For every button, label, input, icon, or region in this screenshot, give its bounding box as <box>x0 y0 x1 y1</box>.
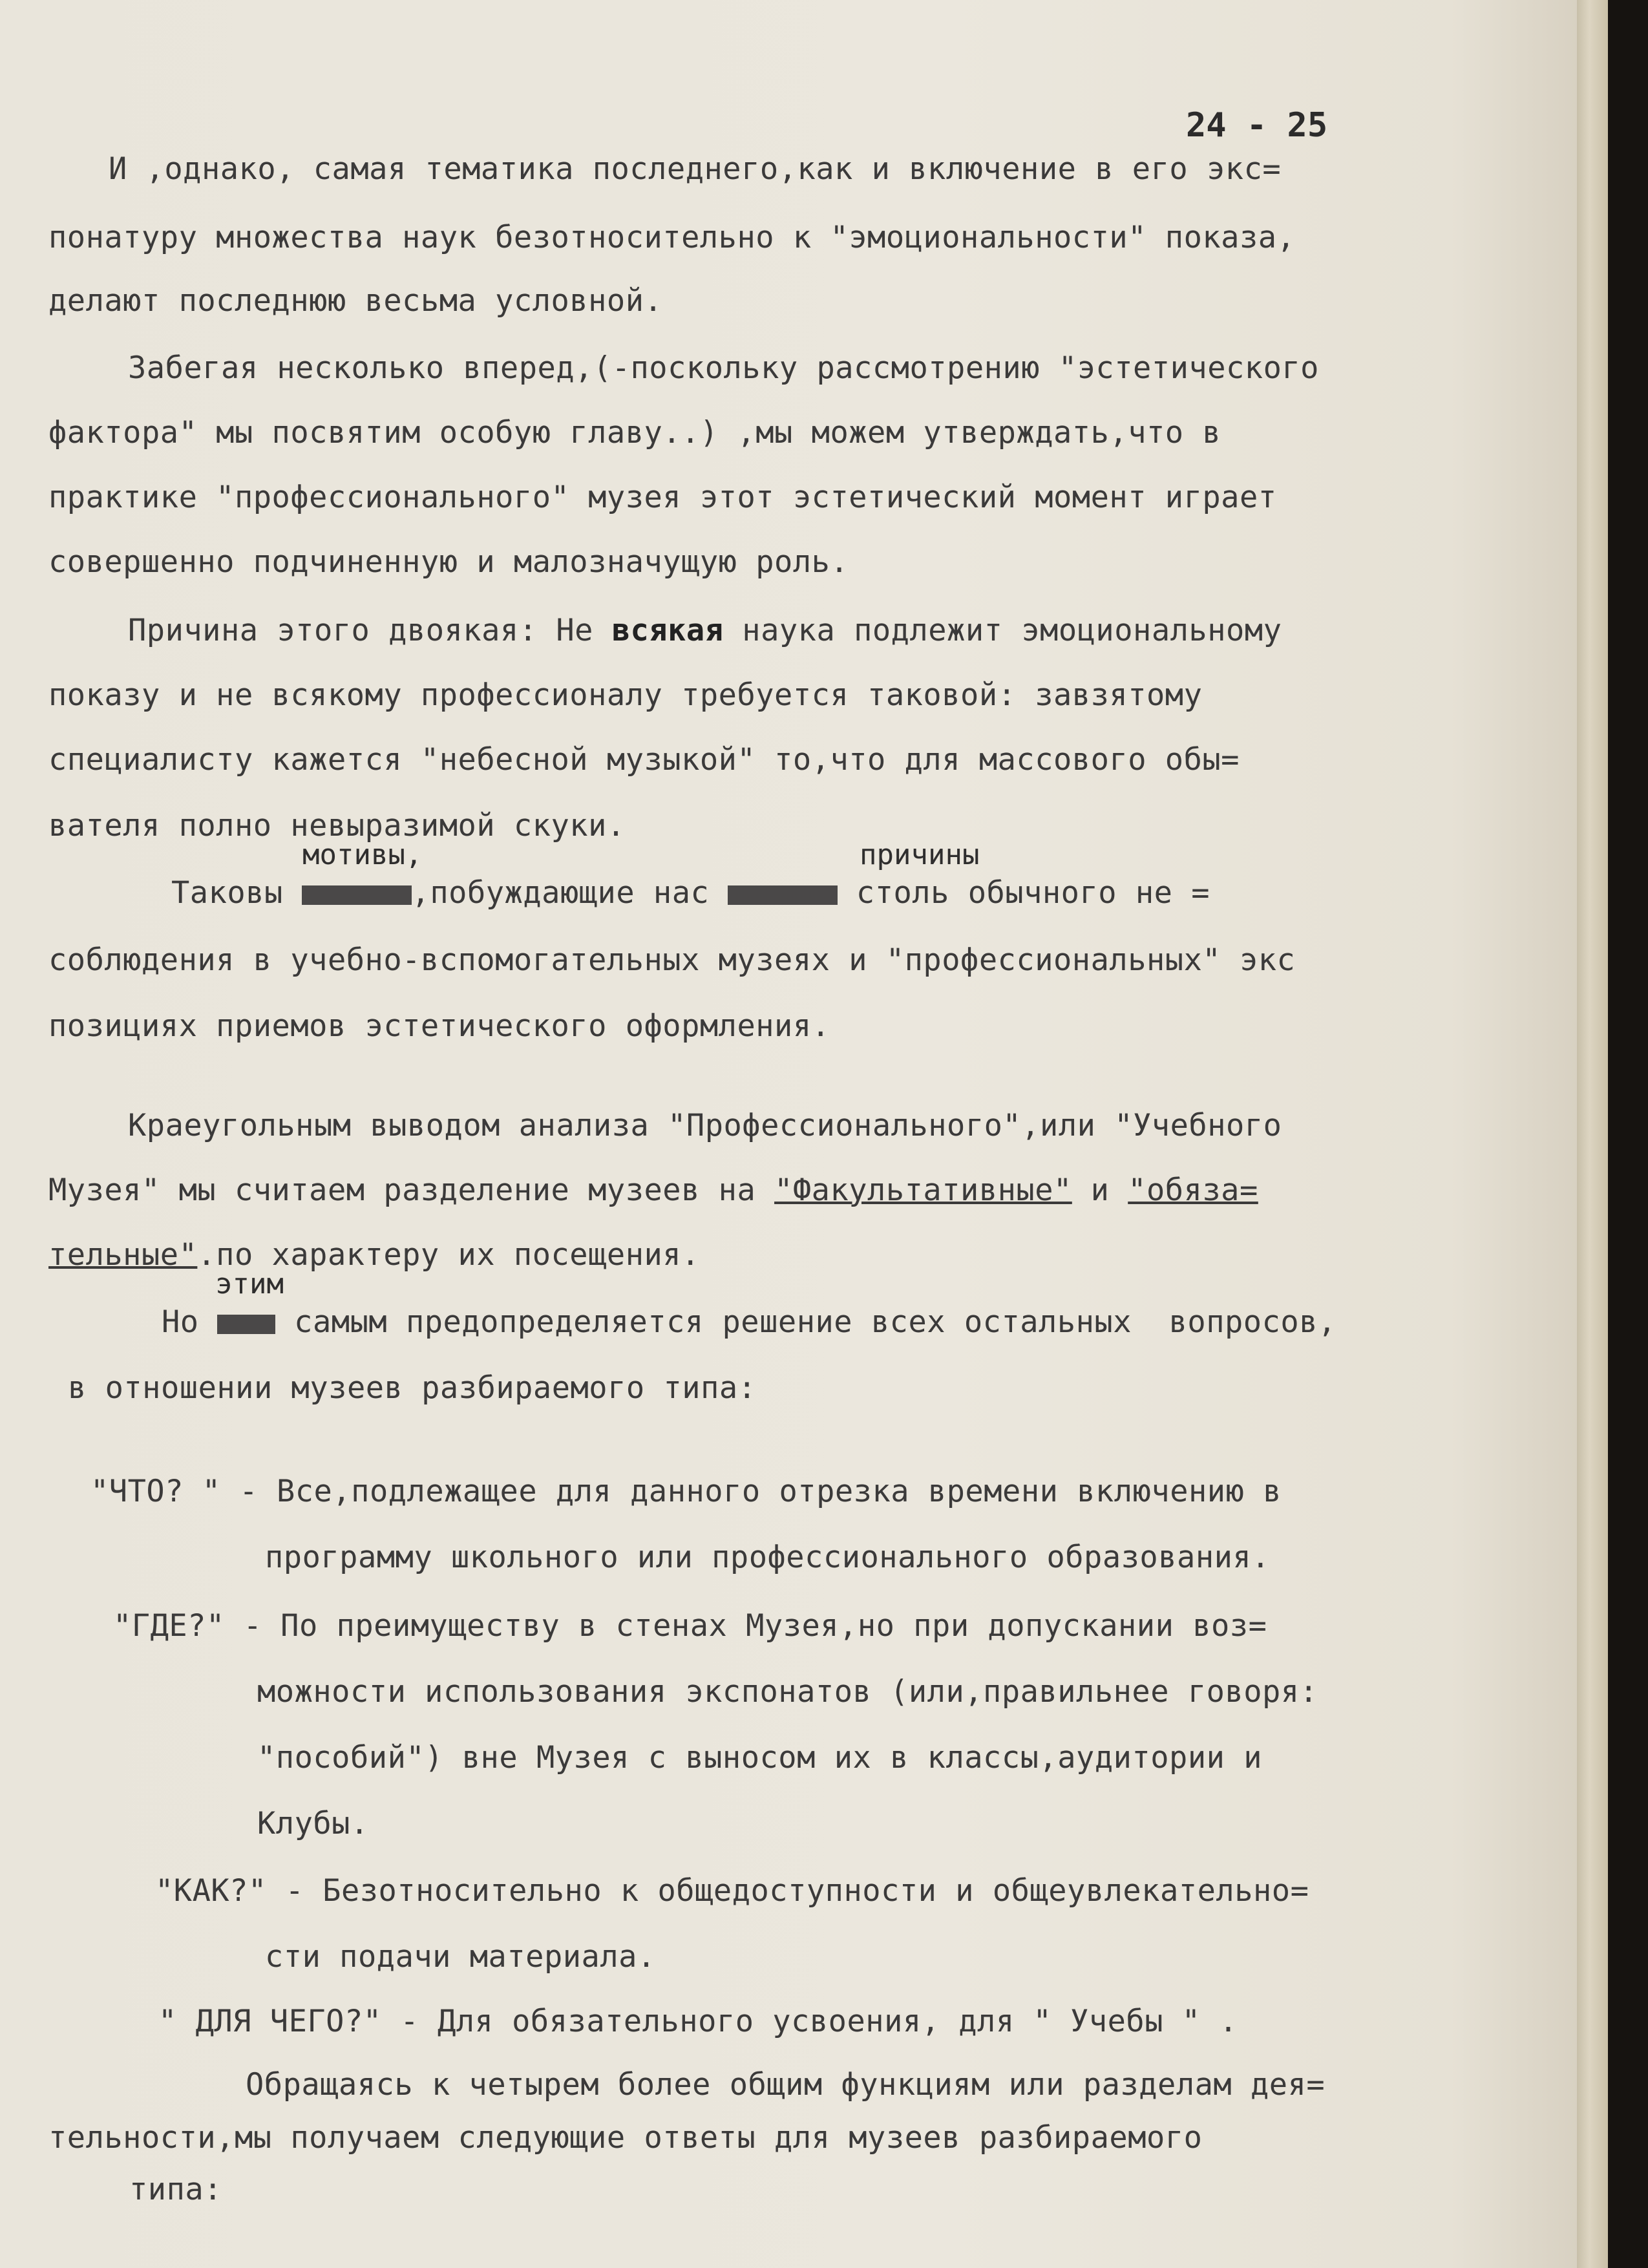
paragraph-5-line-3 <box>48 1236 700 1275</box>
inserted-word: мотивы, <box>302 838 423 871</box>
question-label: "КАК?" <box>155 1873 267 1909</box>
text-segment: Таковы <box>171 875 302 911</box>
struck-out-word <box>728 885 838 905</box>
text-segment: - <box>266 1873 323 1909</box>
paragraph-3-line-4: вателя полно невыразимой скуки. <box>48 808 626 843</box>
text-segment: столь обычного не = <box>838 875 1210 911</box>
text-segment: самым предопределяется решение всех остальных вопросов, <box>275 1304 1336 1340</box>
text-segment: - <box>220 1474 277 1509</box>
question-what <box>90 1472 1282 1511</box>
paragraph-4-line-1 <box>171 874 1210 913</box>
page-number: 24 - 25 <box>1186 106 1328 145</box>
text-segment: Но <box>162 1304 218 1340</box>
underlined-term: тельные" <box>48 1237 198 1273</box>
answer-text: Безотносительно к общедоступности и общеувлекательно= <box>322 1873 1309 1909</box>
text-segment: .по характеру их посещения. <box>197 1237 700 1273</box>
answer-what-line-2: программу школьного или профессионального образования. <box>265 1540 1271 1575</box>
paragraph-6-line-1 <box>162 1303 1336 1342</box>
paragraph-2-line-3: практике "профессионального" музея этот эстетический момент играет <box>48 480 1277 515</box>
answer-how-line-2: сти подачи материала. <box>265 1939 656 1975</box>
bold-word: всякая <box>611 613 724 648</box>
underlined-term: "Факультативные" <box>774 1172 1072 1208</box>
inserted-word: этим <box>215 1267 284 1300</box>
struck-out-word <box>302 885 412 905</box>
answer-where-line-2: можности использования экспонатов (или,правильнее говоря: <box>257 1674 1318 1710</box>
page-edge <box>1577 0 1608 2268</box>
question-how <box>155 1872 1309 1911</box>
paragraph-5-line-2 <box>48 1171 1258 1210</box>
text-segment: - <box>224 1608 281 1644</box>
struck-out-word <box>217 1315 275 1334</box>
answer-text: Все,подлежащее для данного отрезка времени включению в <box>276 1474 1282 1509</box>
paragraph-7-line-3: типа: <box>129 2172 222 2207</box>
question-label: " ДЛЯ ЧЕГО?" <box>158 2004 382 2039</box>
text-segment: и <box>1072 1172 1128 1208</box>
paragraph-3-line-2: показу и не всякому профессионалу требуется таковой: завзятому <box>48 677 1203 713</box>
paragraph-2-line-1: Забегая несколько вперед,(-поскольку рассмотрению "эстетического <box>128 350 1319 386</box>
text-segment: - <box>381 2004 438 2039</box>
paragraph-1-line-3: делают последнюю весьма условной. <box>48 283 663 319</box>
inserted-word: причины <box>860 838 980 871</box>
paragraph-3-line-3: специалисту кажется "небесной музыкой" то,что для массового обы= <box>48 742 1240 778</box>
answer-text: Для обязательного усвоения, для " Учебы " . <box>437 2004 1238 2039</box>
question-what-for <box>158 2002 1238 2041</box>
paragraph-6-line-2: в отношении музеев разбираемого типа: <box>68 1370 757 1406</box>
scan-background <box>1608 0 1648 2268</box>
paragraph-2-line-2: фактора" мы посвятим особую главу..) ,мы можем утверждать,что в <box>48 415 1221 450</box>
question-where <box>113 1607 1267 1646</box>
paragraph-4-line-2: соблюдения в учебно-вспомогательных музеях и "профессиональных" экс <box>48 942 1296 978</box>
paragraph-2-line-4: совершенно подчиненную и малозначущую роль. <box>48 544 849 580</box>
paragraph-1-line-2: понатуру множества наук безотносительно к "эмоциональности" показа, <box>48 220 1296 255</box>
paragraph-1-line-1: И ,однако, самая тематика последнего,как и включение в его экс= <box>109 151 1282 187</box>
paragraph-4-line-3: позициях приемов эстетического оформления. <box>48 1008 830 1044</box>
text-segment: Музея" мы считаем разделение музеев на <box>48 1172 775 1208</box>
text-segment: наука подлежит эмоциональному <box>723 613 1282 648</box>
underlined-term: "обяза= <box>1128 1172 1258 1208</box>
answer-where-line-4: Клубы. <box>257 1806 369 1841</box>
paragraph-5-line-1: Краеугольным выводом анализа "Профессионального",или "Учебного <box>128 1108 1282 1143</box>
paragraph-3-line-1 <box>128 611 1282 650</box>
text-segment: Причина этого двоякая: Не <box>128 613 612 648</box>
question-label: "ЧТО? " <box>90 1474 221 1509</box>
answer-where-line-3: "пособий") вне Музея с выносом их в классы,аудитории и <box>257 1740 1263 1775</box>
paragraph-7-line-2: тельности,мы получаем следующие ответы для музеев разбираемого <box>48 2120 1203 2156</box>
question-label: "ГДЕ?" <box>113 1608 225 1644</box>
paragraph-7-line-1: Обращаясь к четырем более общим функциям или разделам дея= <box>246 2067 1326 2103</box>
text-segment: ,побуждающие нас <box>411 875 728 911</box>
answer-text: По преимуществу в стенах Музея,но при допускании воз= <box>280 1608 1267 1644</box>
